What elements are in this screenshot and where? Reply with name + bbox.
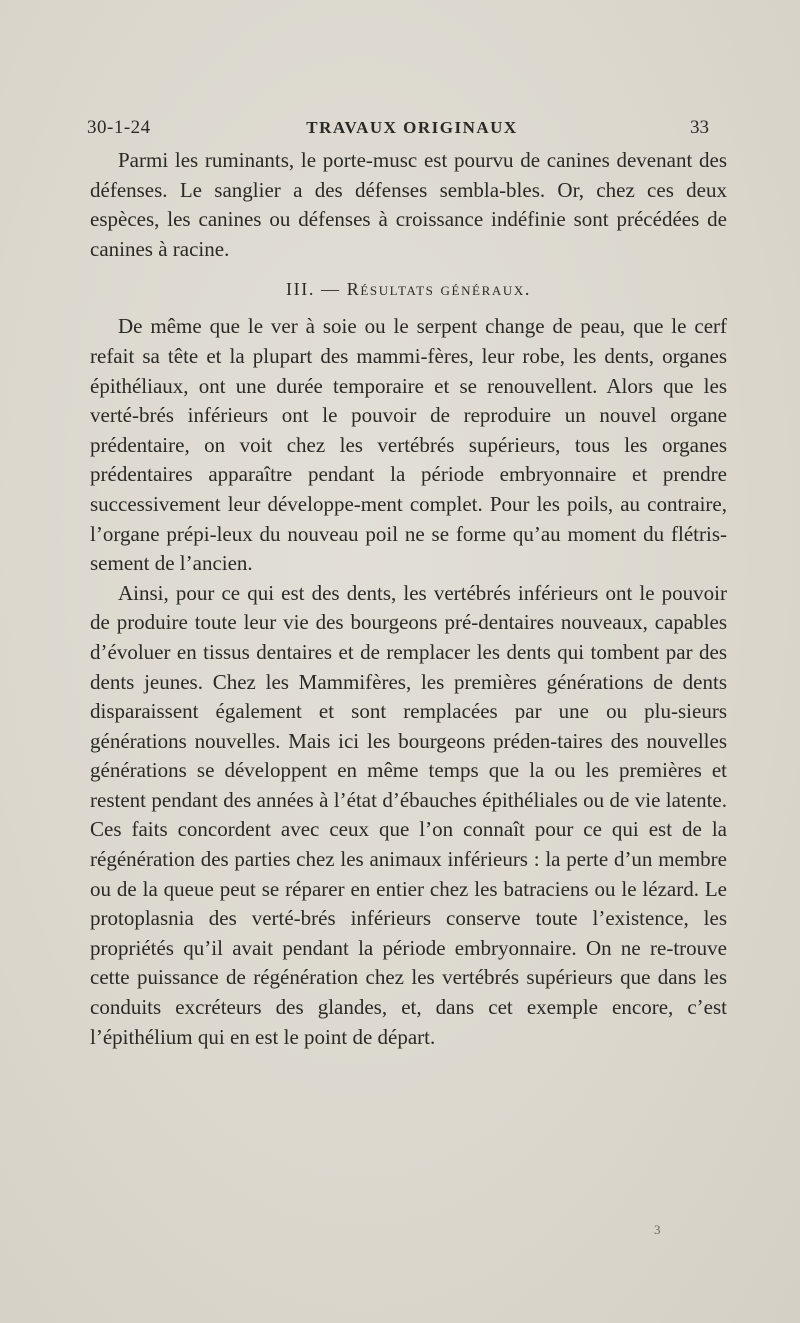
running-header	[87, 116, 709, 140]
page-number: 33	[690, 117, 709, 138]
header-date: 30-1-24	[87, 117, 151, 138]
article-body	[90, 146, 727, 1052]
paragraph-ruminants: Parmi les ruminants, le porte-musc est pourvu de canines devenant des défenses. Le sanglier a des défenses sembla-bles. Or, chez ces deux espèces, les canines ou défenses à croissance indéfinie sont précédées de canines à racine.	[90, 148, 727, 261]
section-title: III. — Résultats généraux.	[286, 279, 531, 300]
signature-mark: 3	[654, 1222, 661, 1237]
paragraph-renewal: De même que le ver à soie ou le serpent change de peau, que le cerf refait sa tête et la plupart des mammi-fères, leur robe, les dents, organes épithéliaux, ont une durée temporaire et se renouvellent. Alors que les verté-brés inférieurs ont le pouvoir de reproduire un nouvel organe prédentaire, on voit chez les vertébrés supérieurs, tous les organes prédentaires apparaître pendant la période embryonnaire et prendre successivement leur développe-ment complet. Pour les poils, au contraire, l’organe prépi-leux du nouveau poil ne se forme qu’au moment du flétris-sement de l’ancien.	[90, 314, 727, 576]
header-journal-section: TRAVAUX ORIGINAUX	[306, 118, 518, 137]
paragraph-regeneration: Ainsi, pour ce qui est des dents, les vertébrés inférieurs ont le pouvoir de produire toute leur vie des bourgeons pré-dentaires nouveaux, capables d’évoluer en tissus dentaires et de remplacer les dents qui tombent par des dents jeunes. Chez les Mammifères, les premières générations de dents disparaissent également et sont remplacées par une ou plu-sieurs générations nouvelles. Mais ici les bourgeons préden-taires des nouvelles générations se développent en même temps que la ou les premières et restent pendant des années à l’état d’ébauches épithéliales ou de vie latente. Ces faits concordent avec ceux que l’on connaît pour ce qui est de la régénération des parties chez les animaux inférieurs : la perte d’un membre ou de la queue peut se réparer en entier chez les batraciens ou le lézard. Le protoplasnia des verté-brés inférieurs conserve toute l’existence, les propriétés qu’il avait pendant la période embryonnaire. On ne re-trouve cette puissance de régénération chez les vertébrés supérieurs que dans les conduits excréteurs des glandes, et, dans cet exemple encore, c’est l’épithélium qui en est le point de départ.	[90, 580, 727, 1049]
